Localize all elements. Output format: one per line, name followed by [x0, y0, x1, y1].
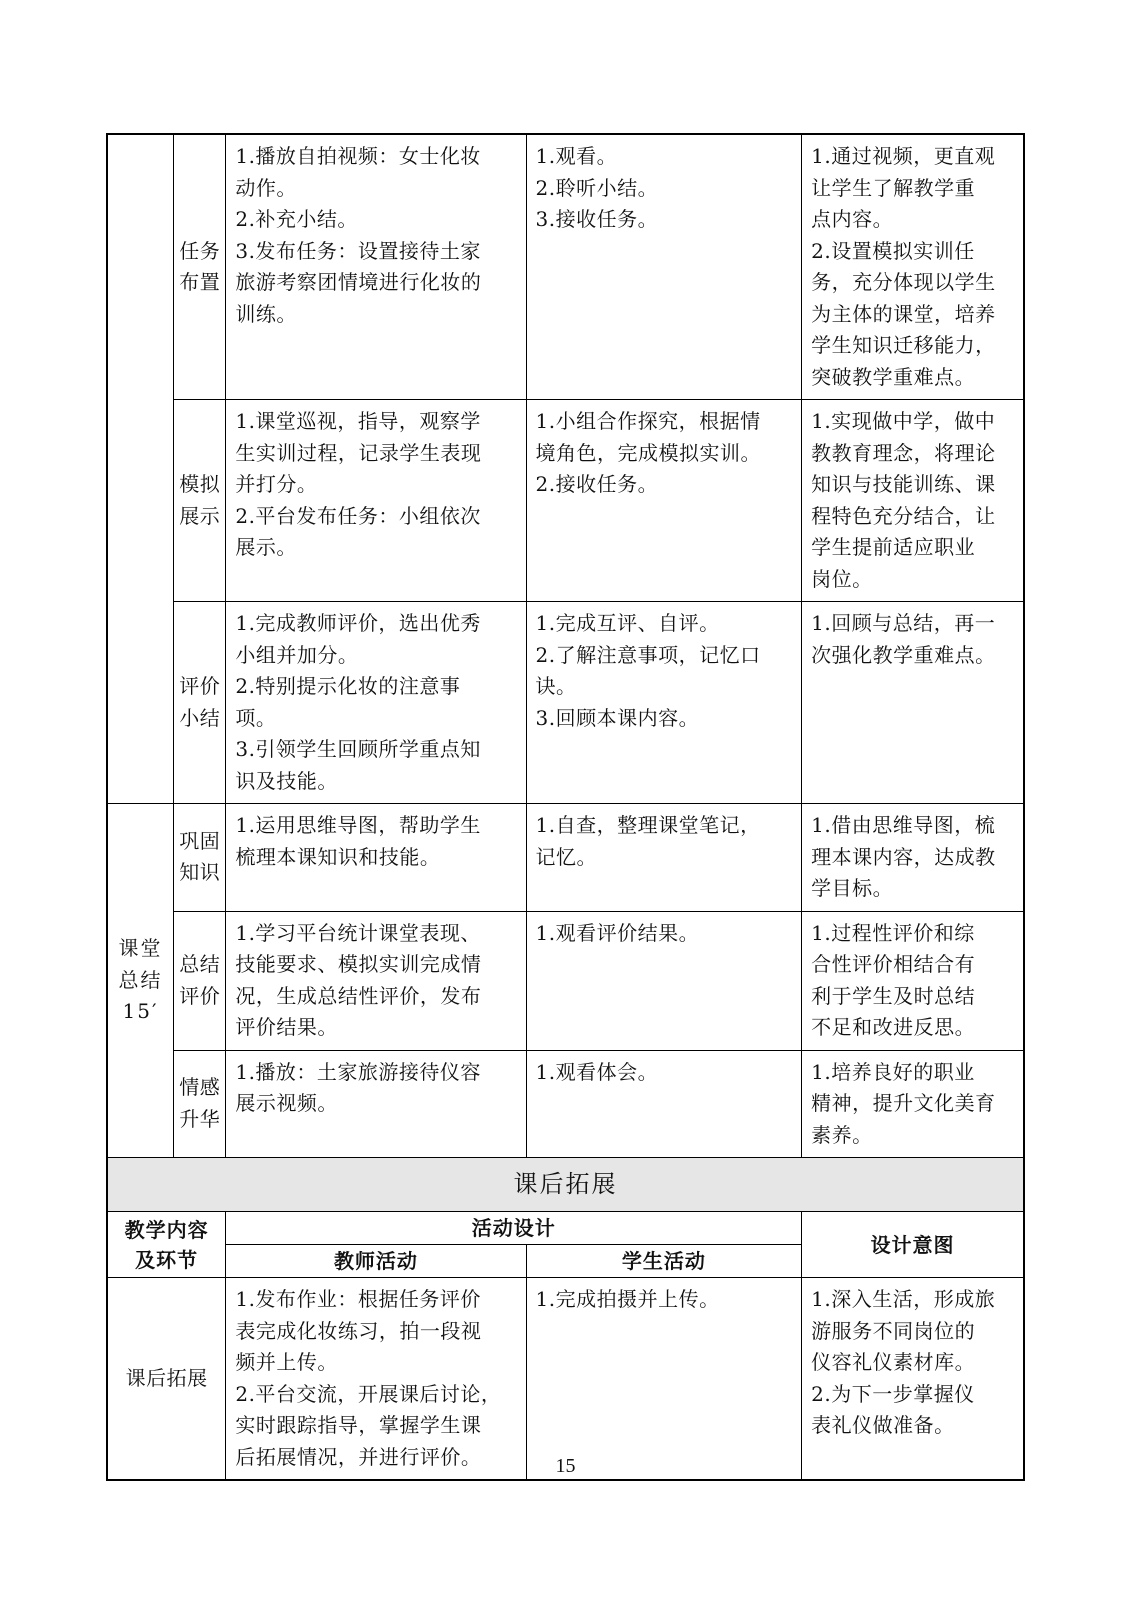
header-student-activity: 学生活动	[526, 1245, 802, 1278]
student-activity-cell: 1.观看评价结果。	[526, 911, 802, 1050]
stage-cell-class-summary: 课堂 总结 15′	[107, 804, 174, 1158]
table-row-emotion	[107, 1050, 1024, 1158]
student-activity-cell: 1.自查，整理课堂笔记， 记忆。	[526, 804, 802, 912]
sub-stage-demo: 模拟 展示	[174, 400, 226, 602]
header-activity-design: 活动设计	[226, 1212, 802, 1245]
sub-stage-emotion: 情感 升华	[174, 1050, 226, 1158]
table-row-summary	[107, 911, 1024, 1050]
stage-cell-teaching	[107, 134, 174, 804]
design-intent-cell: 1.回顾与总结，再一 次强化教学重难点。	[802, 602, 1024, 804]
teacher-activity-cell: 1.播放：土家旅游接待仪容 展示视频。	[226, 1050, 526, 1158]
teacher-activity-cell: 1.播放自拍视频：女士化妆 动作。 2.补充小结。 3.发布任务：设置接待土家 旅游考察团情境进行化妆的 训练。	[226, 134, 526, 400]
table-row-after-class	[107, 1278, 1024, 1481]
sub-stage-evaluation: 评价 小结	[174, 602, 226, 804]
teacher-activity-cell: 1.课堂巡视，指导，观察学 生实训过程，记录学生表现 并打分。 2.平台发布任务：小组依次 展示。	[226, 400, 526, 602]
sub-stage-consolidate: 巩固 知识	[174, 804, 226, 912]
design-intent-cell: 1.实现做中学，做中 教教育理念，将理论 知识与技能训练、课 程特色充分结合，让 学生提前适应职业 岗位。	[802, 400, 1024, 602]
teacher-activity-cell: 1.完成教师评价，选出优秀 小组并加分。 2.特别提示化妆的注意事 项。 3.引领学生回顾所学重点知 识及技能。	[226, 602, 526, 804]
section-header-row	[107, 1158, 1024, 1212]
header-design-intent: 设计意图	[802, 1212, 1024, 1278]
teacher-activity-cell: 1.运用思维导图，帮助学生 梳理本课知识和技能。	[226, 804, 526, 912]
design-intent-cell: 1.借由思维导图，梳 理本课内容，达成教 学目标。	[802, 804, 1024, 912]
design-intent-cell: 1.过程性评价和综 合性评价相结合有 利于学生及时总结 不足和改进反思。	[802, 911, 1024, 1050]
table-row-consolidate	[107, 804, 1024, 912]
student-activity-cell: 1.完成拍摄并上传。	[526, 1278, 802, 1481]
student-activity-cell: 1.观看体会。	[526, 1050, 802, 1158]
student-activity-cell: 1.完成互评、自评。 2.了解注意事项，记忆口 诀。 3.回顾本课内容。	[526, 602, 802, 804]
column-header-row	[107, 1212, 1024, 1245]
design-intent-cell: 1.深入生活，形成旅 游服务不同岗位的 仪容礼仪素材库。 2.为下一步掌握仪 表礼仪做准备。	[802, 1278, 1024, 1481]
page-number: 15	[555, 1455, 576, 1477]
sub-stage-task: 任务 布置	[174, 134, 226, 400]
table-row-evaluation	[107, 602, 1024, 804]
table-row-task	[107, 134, 1024, 400]
lesson-plan-table	[106, 133, 1025, 1481]
design-intent-cell: 1.通过视频，更直观 让学生了解教学重 点内容。 2.设置模拟实训任 务，充分体现以学生 为主体的课堂，培养 学生知识迁移能力， 突破教学重难点。	[802, 134, 1024, 400]
header-content: 教学内容 及环节	[107, 1212, 226, 1278]
sub-stage-summary: 总结 评价	[174, 911, 226, 1050]
table-row-demo	[107, 400, 1024, 602]
header-teacher-activity: 教师活动	[226, 1245, 526, 1278]
after-class-label: 课后拓展	[107, 1278, 226, 1481]
student-activity-cell: 1.小组合作探究，根据情 境角色，完成模拟实训。 2.接收任务。	[526, 400, 802, 602]
section-title: 课后拓展	[107, 1158, 1024, 1212]
student-activity-cell: 1.观看。 2.聆听小结。 3.接收任务。	[526, 134, 802, 400]
teacher-activity-cell: 1.学习平台统计课堂表现、 技能要求、模拟实训完成情 况，生成总结性评价，发布 评价结果。	[226, 911, 526, 1050]
teacher-activity-cell: 1.发布作业：根据任务评价 表完成化妆练习，拍一段视 频并上传。 2.平台交流，开展课后讨论， 实时跟踪指导，掌握学生课 后拓展情况，并进行评价。	[226, 1278, 526, 1481]
design-intent-cell: 1.培养良好的职业 精神，提升文化美育 素养。	[802, 1050, 1024, 1158]
